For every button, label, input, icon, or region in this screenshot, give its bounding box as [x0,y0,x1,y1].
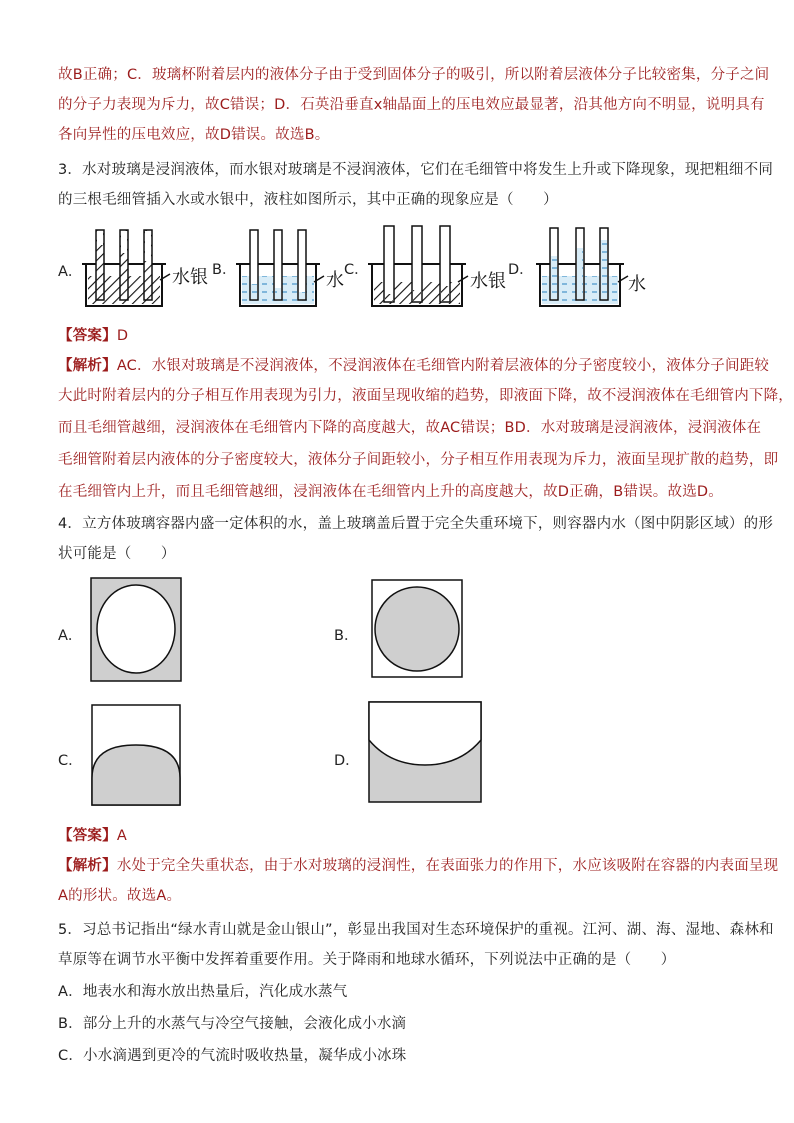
q4-stem-line-2: 状可能是（ ） [58,546,176,562]
q4-option-d-label[interactable]: D． [334,753,360,769]
q4-option-a-label[interactable]: A． [58,628,83,644]
q3-stem-line-1: 3．水对玻璃是浸润液体，而水银对玻璃是不浸润液体，它们在毛细管中将发生上升或下降现象，现把粗细不同 [58,162,774,178]
q4-stem-line-1: 4．立方体玻璃容器内盛一定体积的水，盖上玻璃盖后置于完全失重环境下，则容器内水（图中阴影区域）的形 [58,516,774,532]
analysis-tag: 【解析】 [58,358,117,374]
q3-analysis-line-4: 毛细管附着层内液体的分子密度较大，液体分子间距较小，分子相互作用表现为斥力，液面呈现扩散的趋势，即 [58,452,779,468]
answer-value: D [116,328,129,344]
q4-option-b-label[interactable]: B． [334,628,359,644]
analysis-tag: 【解析】 [58,858,117,874]
q4-figure-a [91,578,181,681]
answer-tag: 【答案】 [58,828,117,844]
answer-value: A [116,828,127,844]
q3-option-d-label[interactable]: D． [508,262,534,278]
q3-analysis-line-5: 在毛细管内上升，而且毛细管越细，浸润液体在毛细管内上升的高度越大，故D正确，B错误。故选D。 [58,484,723,500]
q4-figure-b [372,580,462,677]
q4-figure-d [369,702,481,802]
q4-analysis-line-1 [58,856,779,876]
q2-analysis-line-1: 故B正确；C．玻璃杯附着层内的液体分子由于受到固体分子的吸引，所以附着层液体分子比较密集，分子之间 [58,67,770,83]
q3-figure-d-label: 水 [628,274,646,295]
q4-answer [58,826,748,846]
q3-analysis-line-2: 大此时附着层内的分子相互作用表现为引力，液面呈现收缩的趋势，即液面下降，故不浸润液体在毛细管内下降， [58,388,793,404]
q5-option-c[interactable]: C．小水滴遇到更冷的气流时吸收热量，凝华成小冰珠 [58,1048,407,1064]
q2-analysis-line-2: 的分子力表现为斥力，故C错误；D．石英沿垂直x轴晶面上的压电效应最显著，沿其他方向不明显，说明具有 [58,97,765,113]
q3-figure-b-label: 水 [326,270,344,291]
q5-option-b[interactable]: B．部分上升的水蒸气与冷空气接触，会液化成小水滴 [58,1016,407,1032]
q4-option-c-label[interactable]: C． [58,753,83,769]
q5-stem-line-1: 5．习总书记指出“绿水青山就是金山银山”，彰显出我国对生态环境保护的重视。江河、湖、海、湿地、森林和 [58,922,774,938]
q5-option-a[interactable]: A．地表水和海水放出热量后，汽化成水蒸气 [58,984,348,1000]
q3-option-a-label[interactable]: A． [58,264,83,280]
analysis-text: AC．水银对玻璃是不浸润液体，不浸润液体在毛细管内附着层液体的分子密度较小，液体分子间距较 [116,358,770,374]
q3-option-c-label[interactable]: C． [344,262,369,278]
q3-stem-line-2: 的三根毛细管插入水或水银中，液柱如图所示，其中正确的现象应是（ ） [58,192,558,208]
q4-figure-c [92,705,180,805]
q3-analysis-line-3: 而且毛细管越细，浸润液体在毛细管内下降的高度越大，故AC错误；BD．水对玻璃是浸润液体，浸润液体在 [58,420,762,436]
analysis-text: 水处于完全失重状态，由于水对玻璃的浸润性，在表面张力的作用下，水应该吸附在容器的内表面呈现 [116,858,779,874]
q2-analysis-line-3: 各向异性的压电效应，故D错误。故选B。 [58,127,330,143]
q3-option-b-label[interactable]: B． [212,262,237,278]
q3-figure-a-label: 水银 [172,267,208,288]
q3-figure-c-label: 水银 [470,271,506,292]
q4-analysis-line-2: A的形状。故选A。 [58,888,182,904]
q5-stem-line-2: 草原等在调节水平衡中发挥着重要作用。关于降雨和地球水循环，下列说法中正确的是（ ） [58,952,676,968]
answer-tag: 【答案】 [58,328,117,344]
